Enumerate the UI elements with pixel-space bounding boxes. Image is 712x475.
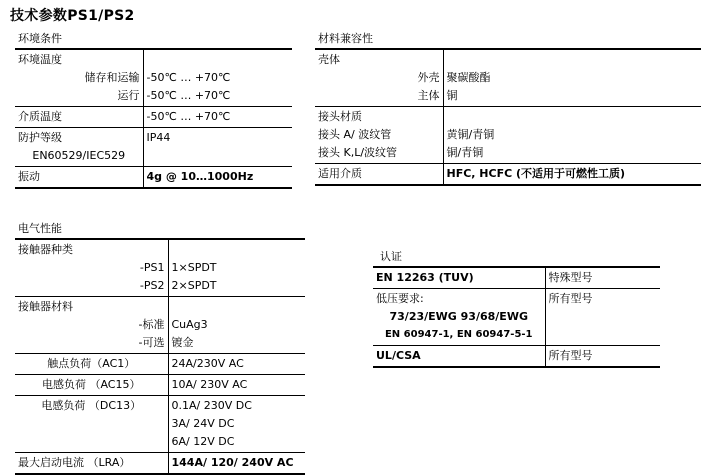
material-table (315, 48, 701, 186)
material-value (447, 51, 699, 69)
material-value: 铜 (446, 89, 458, 102)
table-row (315, 164, 701, 186)
env-value: IP44 (146, 131, 171, 144)
electrical-value: 24A/230V AC (171, 357, 244, 370)
electrical-label: 接触器材料 (18, 300, 73, 313)
cert-label: 73/23/EWG 93/68/EWG (389, 310, 528, 323)
cert-value: 所有型号 (548, 349, 593, 362)
electrical-value: 10A/ 230V AC (171, 378, 248, 391)
env-table (15, 48, 292, 189)
env-value: -50℃ … +70℃ (146, 71, 231, 84)
material-label: 接头 K,L/波纹管 (318, 146, 398, 159)
table-row (315, 107, 701, 164)
table-row (15, 354, 305, 375)
material-value (447, 108, 699, 126)
electrical-value: CuAg3 (171, 318, 208, 331)
material-label: 接头 A/ 波纹管 (318, 128, 392, 141)
table-row (373, 289, 660, 346)
material-heading: 材料兼容性 (318, 32, 373, 45)
table-row (15, 107, 292, 128)
electrical-value: 3A/ 24V DC (171, 417, 235, 430)
cert-value: 特殊型号 (548, 271, 593, 284)
env-label: 振动 (18, 170, 40, 183)
cert-label: UL/CSA (376, 349, 421, 362)
table-row (373, 267, 660, 289)
table-row (15, 49, 292, 107)
electrical-label: -PS1 (139, 261, 165, 274)
electrical-value: 1×SPDT (171, 261, 217, 274)
cert-heading: 认证 (380, 250, 402, 263)
cert-label: EN 60947-1, EN 60947-5-1 (384, 329, 533, 340)
material-label: 主体 (417, 89, 440, 102)
electrical-label: -标准 (138, 318, 165, 331)
env-label: 防护等级 (18, 131, 62, 144)
env-heading: 环境条件 (18, 32, 62, 45)
material-value: 黄铜/青铜 (446, 128, 495, 141)
electrical-label: -PS2 (139, 279, 165, 292)
page-title: 技术参数PS1/PS2 (10, 8, 135, 24)
electrical-label: 电感负荷 （AC15） (41, 378, 141, 391)
electrical-value: 2×SPDT (171, 279, 217, 292)
material-value: 聚碳酸酯 (446, 71, 491, 84)
electrical-value (172, 298, 303, 316)
material-value: HFC, HCFC (不适用于可燃性工质) (446, 167, 626, 180)
table-row (15, 375, 305, 396)
table-row (15, 128, 292, 167)
env-value: 4g @ 10…1000Hz (146, 170, 254, 183)
env-value: -50℃ … +70℃ (146, 89, 231, 102)
material-value: 铜/青铜 (446, 146, 484, 159)
table-row (15, 167, 292, 189)
table-row (315, 49, 701, 107)
electrical-label: 触点负荷（AC1） (47, 357, 136, 370)
env-label: 环境温度 (18, 53, 62, 66)
electrical-heading: 电气性能 (18, 222, 62, 235)
env-label: 运行 (117, 89, 140, 102)
electrical-value: 144A/ 120/ 240V AC (171, 456, 294, 469)
table-row (15, 297, 305, 354)
material-label: 适用介质 (318, 167, 362, 180)
electrical-value: 镀金 (171, 336, 194, 349)
table-row (15, 239, 305, 297)
env-value (147, 51, 290, 69)
electrical-table (15, 238, 305, 475)
env-label: 介质温度 (18, 110, 62, 123)
env-value: -50℃ … +70℃ (146, 110, 231, 123)
material-label: 外壳 (417, 71, 440, 84)
table-row (15, 396, 305, 453)
electrical-label: 电感负荷 （DC13） (41, 399, 142, 412)
table-row (373, 346, 660, 368)
cert-table (373, 266, 660, 368)
material-label: 壳体 (318, 53, 340, 66)
cert-label: EN 12263 (TUV) (376, 271, 474, 284)
electrical-value (172, 241, 303, 259)
electrical-value: 0.1A/ 230V DC (171, 399, 252, 412)
electrical-label: -可选 (138, 336, 165, 349)
env-label: 储存和运输 (84, 71, 140, 84)
env-value (147, 147, 290, 165)
table-row (15, 453, 305, 475)
electrical-label: 接触器种类 (18, 243, 73, 256)
electrical-value: 6A/ 12V DC (171, 435, 235, 448)
cert-value: 所有型号 (548, 292, 593, 305)
env-label: EN60529/IEC529 (32, 149, 126, 162)
material-label: 接头材质 (318, 110, 362, 123)
cert-label: 低压要求: (376, 292, 424, 305)
electrical-label: 最大启动电流 （LRA） (18, 456, 131, 469)
